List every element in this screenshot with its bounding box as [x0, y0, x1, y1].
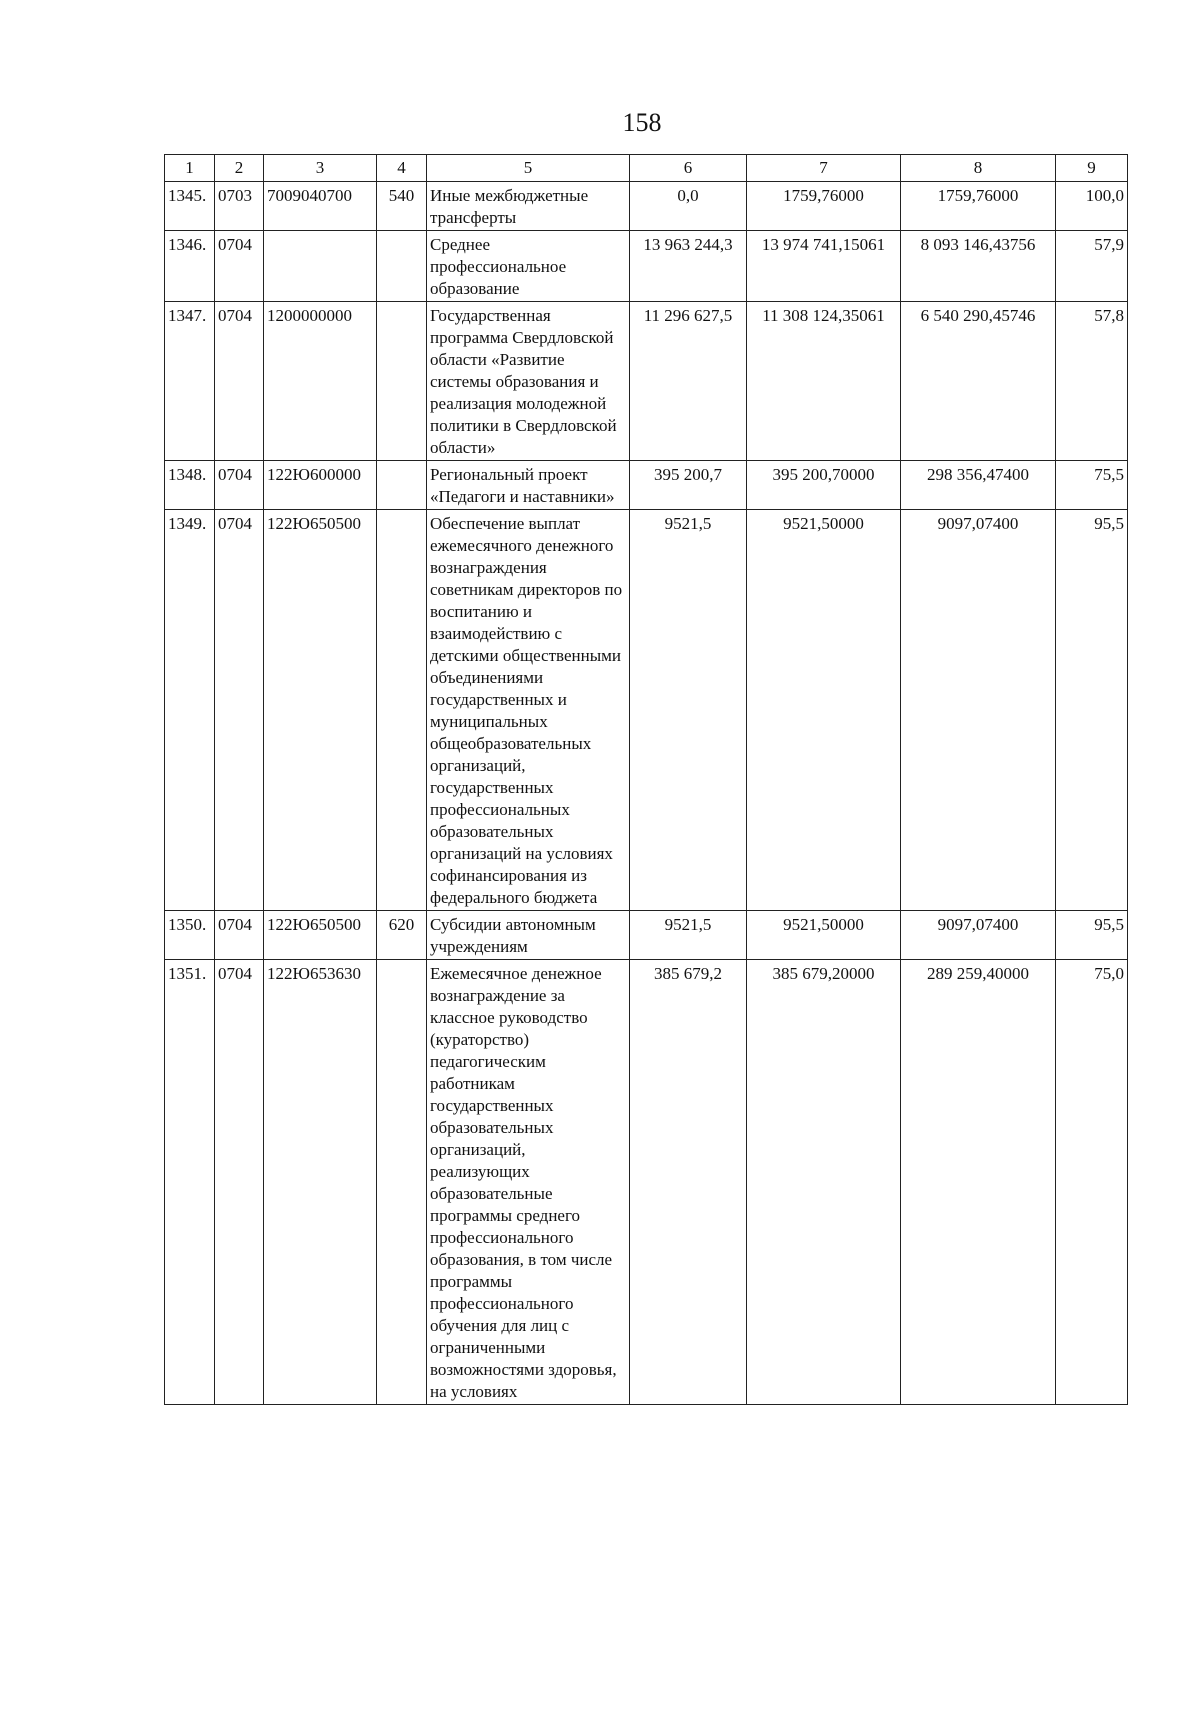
row-number: 1349.: [165, 510, 215, 911]
refined-amount: 13 974 741,15061: [747, 231, 901, 302]
plan-amount: 9521,5: [630, 510, 747, 911]
column-header: 8: [901, 155, 1056, 182]
table-header-row: [165, 155, 1128, 182]
refined-amount: 9521,50000: [747, 911, 901, 960]
budget-table: [164, 154, 1128, 1405]
refined-amount: 395 200,70000: [747, 461, 901, 510]
execution-percent: 75,0: [1056, 960, 1128, 1405]
target-article-code: 122Ю650500: [264, 510, 377, 911]
page-number: 158: [622, 108, 662, 137]
execution-percent: 95,5: [1056, 911, 1128, 960]
section-code: 0704: [215, 911, 264, 960]
executed-amount: 298 356,47400: [901, 461, 1056, 510]
execution-percent: 57,9: [1056, 231, 1128, 302]
item-name: Обеспечение выплат ежемесячного денежного вознаграждения советникам директоров по воспитанию и взаимодействию с детскими общественными объединениями государственных и муниципальных общеобразовательных организаций, государственных профессиональных образовательных организаций на условиях софинансирования из федерального бюджета: [427, 510, 630, 911]
plan-amount: 385 679,2: [630, 960, 747, 1405]
column-header: 9: [1056, 155, 1128, 182]
item-name: Субсидии автономным учреждениям: [427, 911, 630, 960]
column-header: 7: [747, 155, 901, 182]
executed-amount: 8 093 146,43756: [901, 231, 1056, 302]
target-article-code: 7009040700: [264, 182, 377, 231]
section-code: 0704: [215, 461, 264, 510]
table-row: [165, 231, 1128, 302]
execution-percent: 57,8: [1056, 302, 1128, 461]
table-row: [165, 302, 1128, 461]
row-number: 1351.: [165, 960, 215, 1405]
expense-type-code: [377, 960, 427, 1405]
refined-amount: 9521,50000: [747, 510, 901, 911]
refined-amount: 1759,76000: [747, 182, 901, 231]
expense-type-code: [377, 461, 427, 510]
item-name: Региональный проект «Педагоги и наставники»: [427, 461, 630, 510]
plan-amount: 13 963 244,3: [630, 231, 747, 302]
item-name: Ежемесячное денежное вознаграждение за классное руководство (кураторство) педагогическим работникам государственных образовательных организаций, реализующих образовательные программы среднего профессионального образования, в том числе программы профессионального обучения для лиц с ограниченными возможностями здоровья, на условиях: [427, 960, 630, 1405]
executed-amount: 1759,76000: [901, 182, 1056, 231]
target-article-code: 122Ю600000: [264, 461, 377, 510]
section-code: 0703: [215, 182, 264, 231]
target-article-code: 122Ю653630: [264, 960, 377, 1405]
refined-amount: 11 308 124,35061: [747, 302, 901, 461]
refined-amount: 385 679,20000: [747, 960, 901, 1405]
section-code: 0704: [215, 302, 264, 461]
table-row: [165, 510, 1128, 911]
target-article-code: [264, 231, 377, 302]
column-header: 3: [264, 155, 377, 182]
table-row: [165, 461, 1128, 510]
expense-type-code: [377, 231, 427, 302]
column-header: 1: [165, 155, 215, 182]
row-number: 1346.: [165, 231, 215, 302]
section-code: 0704: [215, 960, 264, 1405]
plan-amount: 9521,5: [630, 911, 747, 960]
column-header: 5: [427, 155, 630, 182]
row-number: 1350.: [165, 911, 215, 960]
column-header: 6: [630, 155, 747, 182]
item-name: Среднее профессиональное образование: [427, 231, 630, 302]
execution-percent: 95,5: [1056, 510, 1128, 911]
executed-amount: 6 540 290,45746: [901, 302, 1056, 461]
section-code: 0704: [215, 510, 264, 911]
table-row: [165, 182, 1128, 231]
item-name: Государственная программа Свердловской области «Развитие системы образования и реализация молодежной политики в Свердловской области»: [427, 302, 630, 461]
row-number: 1345.: [165, 182, 215, 231]
target-article-code: 122Ю650500: [264, 911, 377, 960]
executed-amount: 9097,07400: [901, 911, 1056, 960]
expense-type-code: 620: [377, 911, 427, 960]
row-number: 1347.: [165, 302, 215, 461]
expense-type-code: [377, 510, 427, 911]
plan-amount: 0,0: [630, 182, 747, 231]
column-header: 2: [215, 155, 264, 182]
executed-amount: 9097,07400: [901, 510, 1056, 911]
plan-amount: 11 296 627,5: [630, 302, 747, 461]
table-row: [165, 960, 1128, 1405]
table-row: [165, 911, 1128, 960]
target-article-code: 1200000000: [264, 302, 377, 461]
section-code: 0704: [215, 231, 264, 302]
expense-type-code: 540: [377, 182, 427, 231]
executed-amount: 289 259,40000: [901, 960, 1056, 1405]
row-number: 1348.: [165, 461, 215, 510]
item-name: Иные межбюджетные трансферты: [427, 182, 630, 231]
execution-percent: 100,0: [1056, 182, 1128, 231]
expense-type-code: [377, 302, 427, 461]
column-header: 4: [377, 155, 427, 182]
plan-amount: 395 200,7: [630, 461, 747, 510]
execution-percent: 75,5: [1056, 461, 1128, 510]
